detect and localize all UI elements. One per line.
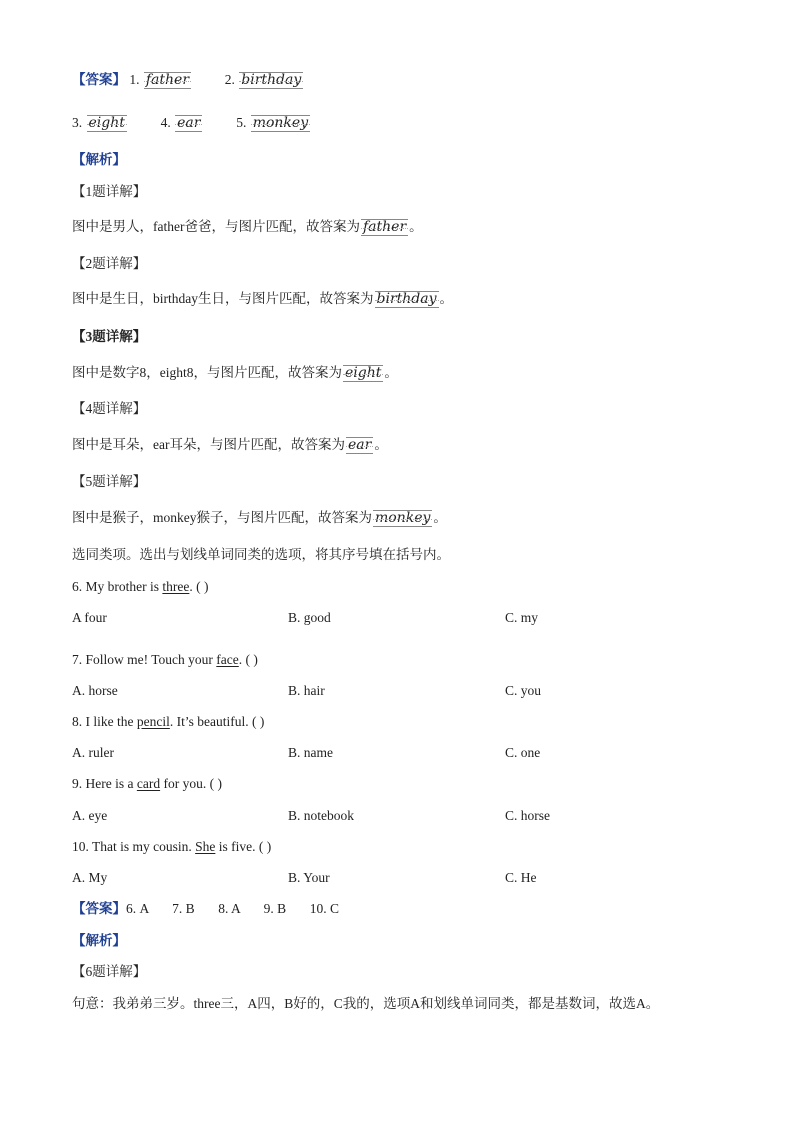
detail-post: 。 — [409, 219, 423, 234]
question-pre: 9. Here is a — [72, 776, 137, 791]
detail-text — [72, 218, 423, 236]
detail-head: 【6题详解】 — [72, 964, 147, 979]
option-c: C. my — [505, 610, 539, 625]
answer-line-1 — [72, 71, 304, 89]
detail-head: 【4题详解】 — [72, 401, 147, 416]
option-c: C. horse — [505, 808, 550, 823]
question-pre: 8. I like the — [72, 714, 137, 729]
question-9 — [72, 775, 222, 793]
answer-tag: 【答案】 — [72, 901, 126, 916]
detail-head: 【2题详解】 — [72, 256, 147, 271]
option-a: A. My — [72, 870, 108, 885]
underlined-word: She — [195, 839, 216, 854]
underlined-word: pencil — [136, 714, 170, 729]
option-c: C. you — [505, 683, 542, 698]
option-a: A. eye — [72, 808, 108, 823]
answer-num: 4. — [160, 115, 171, 130]
answer-word: birthday — [241, 72, 302, 88]
answer-num: 2. — [224, 72, 235, 87]
answer-text: 6. A 7. B 8. A 9. B 10. C — [126, 901, 340, 916]
detail-head: 【5题详解】 — [72, 474, 147, 489]
question-post: for you. ( ) — [160, 776, 222, 791]
option-b: B. notebook — [288, 808, 354, 823]
answer-word: ear — [177, 115, 201, 131]
option-b: B. hair — [288, 683, 325, 698]
answer-word: father — [145, 72, 190, 88]
detail-pre: 图中是男人，father爸爸，与图片匹配，故答案为 — [72, 219, 360, 234]
detail-pre: 图中是猴子，monkey猴子，与图片匹配，故答案为 — [72, 510, 372, 525]
option-a: A. ruler — [72, 745, 114, 760]
analysis-label: 【解析】 — [72, 152, 126, 167]
option-c: C. one — [505, 745, 541, 760]
underlined-word: face — [216, 652, 239, 667]
option-b: B. Your — [288, 870, 330, 885]
detail-word: father — [362, 219, 407, 235]
question-7 — [72, 651, 258, 669]
question-10 — [72, 838, 271, 856]
question-post: . It’s beautiful. ( ) — [169, 714, 265, 729]
answer-word: monkey — [252, 115, 309, 131]
question-pre: 6. My brother is — [72, 579, 163, 594]
question-post: . ( ) — [189, 579, 209, 594]
detail-text — [72, 436, 388, 454]
detail-word: birthday — [376, 291, 437, 307]
detail-text: 句意：我弟弟三岁。three三，A四，B好的，C我的，选项A和划线单词同类，都是基数词，故选A。 — [72, 996, 660, 1011]
underlined-word: three — [162, 579, 190, 594]
detail-post: 。 — [439, 291, 453, 306]
answer-line-2 — [72, 114, 311, 132]
detail-pre: 图中是数字8，eight8，与图片匹配，故答案为 — [72, 365, 342, 380]
question-pre: 10. That is my cousin. — [72, 839, 196, 854]
option-b: B. good — [288, 610, 331, 625]
section-instruction: 选同类项。选出与划线单词同类的选项，将其序号填在括号内。 — [72, 547, 450, 562]
question-6 — [72, 578, 208, 596]
option-a: A. horse — [72, 683, 118, 698]
answer-word: eight — [88, 115, 125, 131]
question-post: is five. ( ) — [215, 839, 272, 854]
option-b: B. name — [288, 745, 333, 760]
answer-num: 3. — [72, 115, 83, 130]
question-post: . ( ) — [238, 652, 258, 667]
answer-tag: 【答案】 — [72, 72, 126, 87]
detail-post: 。 — [384, 365, 398, 380]
answer-num: 5. — [236, 115, 247, 130]
detail-post: 。 — [374, 437, 388, 452]
answer-num: 1. — [129, 72, 140, 87]
question-pre: 7. Follow me! Touch your — [72, 652, 217, 667]
detail-word: eight — [345, 365, 382, 381]
detail-text — [72, 290, 453, 308]
detail-word: monkey — [375, 510, 431, 526]
answer-line-3 — [72, 900, 339, 918]
detail-word: ear — [347, 437, 372, 453]
detail-text — [72, 509, 447, 527]
underlined-word: card — [136, 776, 161, 791]
detail-text — [72, 364, 398, 382]
detail-head: 【3题详解】 — [72, 329, 147, 344]
option-a: A four — [72, 610, 107, 625]
analysis-label: 【解析】 — [72, 933, 126, 948]
option-c: C. He — [505, 870, 537, 885]
detail-head: 【1题详解】 — [72, 184, 147, 199]
detail-post: 。 — [433, 510, 447, 525]
detail-pre: 图中是生日，birthday生日，与图片匹配，故答案为 — [72, 291, 374, 306]
detail-pre: 图中是耳朵，ear耳朵，与图片匹配，故答案为 — [72, 437, 345, 452]
question-8 — [72, 713, 264, 731]
